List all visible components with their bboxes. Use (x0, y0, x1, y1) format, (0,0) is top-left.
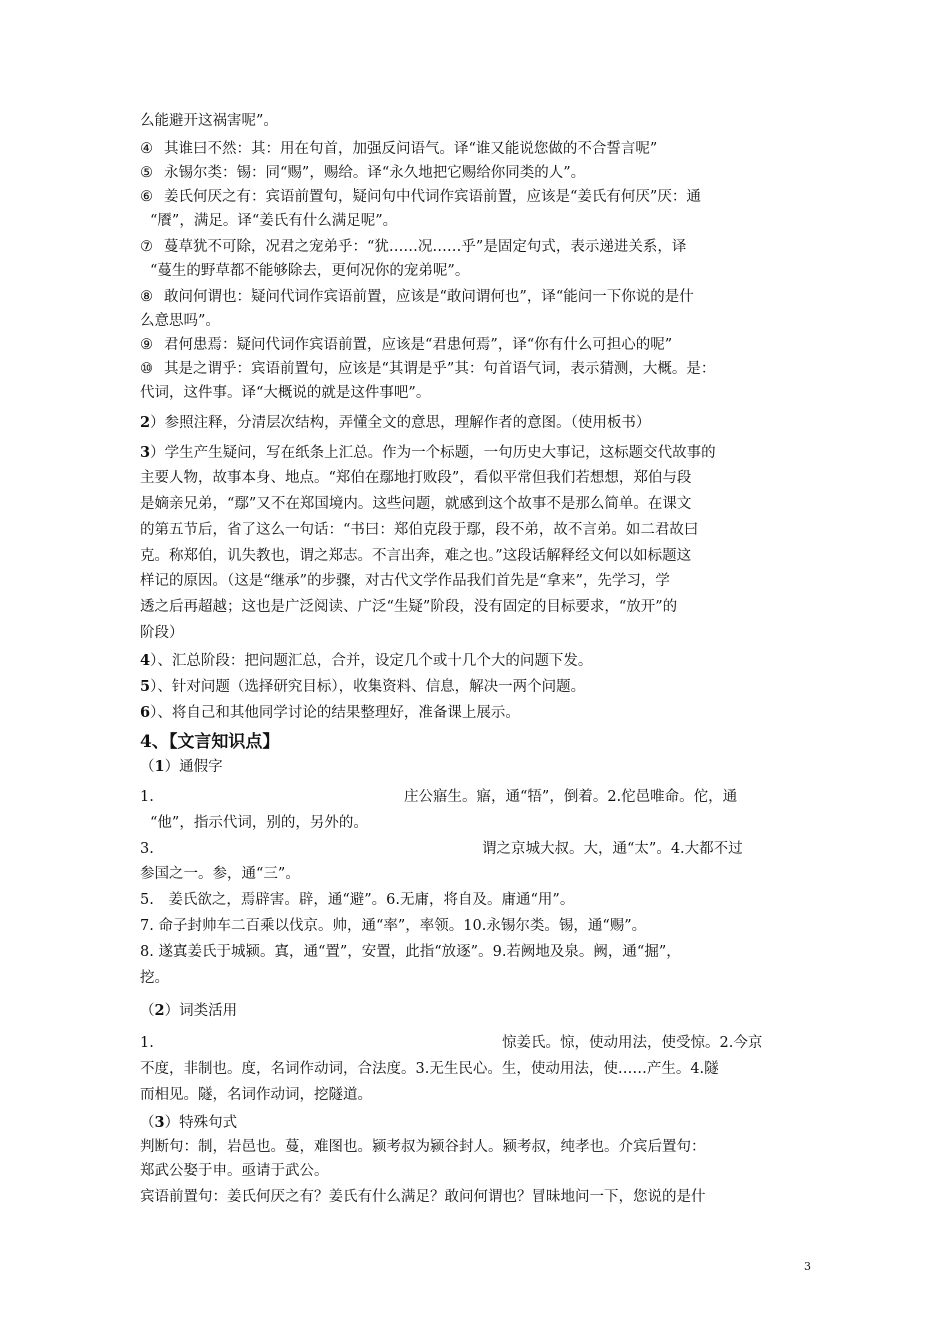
cilei-1: 惊姜氏。惊，使动用法，使受惊。2.今京 (502, 1035, 763, 1051)
jushi-line-1: 判断句：制，岩邑也。蔓，难图也。颍考叔为颍谷封人。颍考叔，纯孝也。介宾后置句： (140, 1139, 706, 1155)
tongjia-3-cont: 参国之一。参，通“三”。 (140, 866, 300, 882)
step-4-text: ）、汇总阶段：把问题汇总，合并，设定几个或十几个大的问题下发。 (150, 653, 593, 669)
step-3-line-1 (140, 443, 716, 463)
note-8-line-1: 敢问何谓也：疑问代词作宾语前置，应该是“敢问谓何也”，译“能问一下你说的是什 (164, 289, 694, 305)
note-5-marker: ⑤ (140, 165, 153, 181)
note-6-marker: ⑥ (140, 189, 153, 205)
step-6-text: ）、将自己和其他同学讨论的结果整理好，准备课上展示。 (150, 705, 520, 721)
tongjia-7: 7. 命子封帅车二百乘以伐京。帅，通“率”，率领。10.永锡尔类。锡，通“赐”。 (140, 918, 647, 934)
note-9-marker: ⑨ (140, 337, 153, 353)
note-8-line-2: 么意思吗”。 (140, 313, 220, 329)
cilei-line-2: 不度，非制也。度，名词作动词，合法度。3.无生民心。生，使动用法，使……产生。4.隧 (140, 1061, 719, 1077)
note-continuation: 么能避开这祸害呢”。 (140, 113, 278, 129)
note-6-line-2: “餍”，满足。译“姜氏有什么满足呢”。 (150, 213, 398, 229)
note-6-line-1: 姜氏何厌之有：宾语前置句，疑问句中代词作宾语前置，应该是“姜氏有何厌”厌：通 (164, 189, 701, 205)
tongjia-1-cont: “他”，指示代词，别的，另外的。 (150, 815, 368, 831)
note-10-marker: ⑩ (140, 361, 153, 377)
note-7-line-2: “蔓生的野草都不能够除去，更何况你的宠弟呢”。 (150, 263, 470, 279)
note-10-line-2: 代词，这件事。译“大概说的就是这件事吧”。 (140, 385, 431, 401)
note-8-marker: ⑧ (140, 289, 153, 305)
step-4 (140, 651, 592, 671)
cilei-1-number: 1. (140, 1035, 154, 1051)
step-5-text: ）、针对问题（选择研究目标），收集资料、信息，解决一两个问题。 (150, 679, 586, 695)
tongjia-8: 8. 遂寘姜氏于城颍。寘，通“置”，安置，此指“放逐”。9.若阙地及泉。阙，通“掘”， (140, 944, 681, 960)
tongjia-1-number: 1. (140, 789, 154, 805)
tongjia-3: 谓之京城大叔。大，通“太”。4.大都不过 (482, 841, 743, 857)
tongjia-1: 庄公寤生。寤，通“牾”，倒着。2.佗邑唯命。佗，通 (404, 789, 738, 805)
step-4-number: 4 (140, 652, 151, 669)
tongjia-5: 5. 姜氏欲之，焉辟害。辟，通“避”。6.无庸，将自及。庸通“用”。 (140, 892, 575, 908)
subheading-cileihuoyong: （2）词类活用 (140, 1002, 238, 1019)
jushi-line-2: 郑武公娶于申。亟请于武公。 (140, 1163, 329, 1179)
step-2-text: ）参照注释，分清层次结构，弄懂全文的意思，理解作者的意图。（使用板书） (150, 415, 651, 431)
step-2 (140, 413, 650, 433)
page-number: 3 (804, 1260, 811, 1273)
tongjia-3-number: 3. (140, 841, 154, 857)
note-4-marker: ④ (140, 141, 153, 157)
step-3-text: ）学生产生疑问，写在纸条上汇总。作为一个标题，一句历史大事记，这标题交代故事的 (150, 445, 716, 461)
note-7-line-1: 蔓草犹不可除，况君之宠弟乎：“犹……况……乎”是固定句式，表示递进关系，译 (164, 239, 687, 255)
step-3-line-7: 透之后再超越；这也是广泛阅读、广泛“生疑”阶段，没有固定的目标要求，“放开”的 (140, 599, 678, 615)
cilei-line-3: 而相见。隧，名词作动词，挖隧道。 (140, 1087, 372, 1103)
step-3-line-3: 是嫡亲兄弟，“鄢”又不在郑国境内。这些问题，就感到这个故事不是那么简单。在课文 (140, 496, 692, 512)
note-7-marker: ⑦ (140, 239, 153, 255)
step-3-line-5: 克。称郑伯，讥失教也，谓之郑志。不言出奔，难之也。”这段话解释经文何以如标题这 (140, 548, 692, 564)
section-heading-number: 4 (140, 732, 152, 752)
jushi-line-3: 宾语前置句：姜氏何厌之有？姜氏有什么满足？敢问何谓也？冒昧地问一下，您说的是什 (140, 1189, 706, 1205)
section-heading-text: 、【文言知识点】 (151, 732, 280, 752)
step-5 (140, 677, 585, 697)
step-5-number: 5 (140, 678, 151, 695)
note-5: 永锡尔类：锡：同“赐”，赐给。译“永久地把它赐给你同类的人”。 (164, 165, 586, 181)
step-2-number: 2 (140, 414, 151, 431)
step-3-line-2: 主要人物，故事本身、地点。“郑伯在鄢地打败段”，看似平常但我们若想想，郑伯与段 (140, 470, 692, 486)
note-9: 君何患焉：疑问代词作宾语前置，应该是“君患何焉”，译“你有什么可担心的呢” (164, 337, 673, 353)
tongjia-8-cont: 挖。 (140, 970, 169, 986)
note-10-line-1: 其是之谓乎：宾语前置句，应该是“其谓是乎”其：句首语气词，表示猜测，大概。是： (164, 361, 716, 377)
step-3-line-6: 样记的原因。（这是“继承”的步骤，对古代文学作品我们首先是“拿来”，先学习，学 (140, 573, 670, 589)
subheading-tongjiazi: （1）通假字 (140, 758, 223, 775)
step-3-line-8: 阶段） (140, 625, 184, 641)
step-6-number: 6 (140, 704, 151, 721)
section-heading (140, 732, 279, 752)
note-4: 其谁曰不然：其：用在句首，加强反问语气。译“谁又能说您做的不合誓言呢” (164, 141, 658, 157)
step-3-line-4: 的第五节后，省了这么一句话：“书曰：郑伯克段于鄢，段不弟，故不言弟。如二君故曰 (140, 522, 699, 538)
step-3-number: 3 (140, 444, 151, 461)
subheading-teshujushi: （3）特殊句式 (140, 1114, 238, 1131)
step-6 (140, 703, 520, 723)
